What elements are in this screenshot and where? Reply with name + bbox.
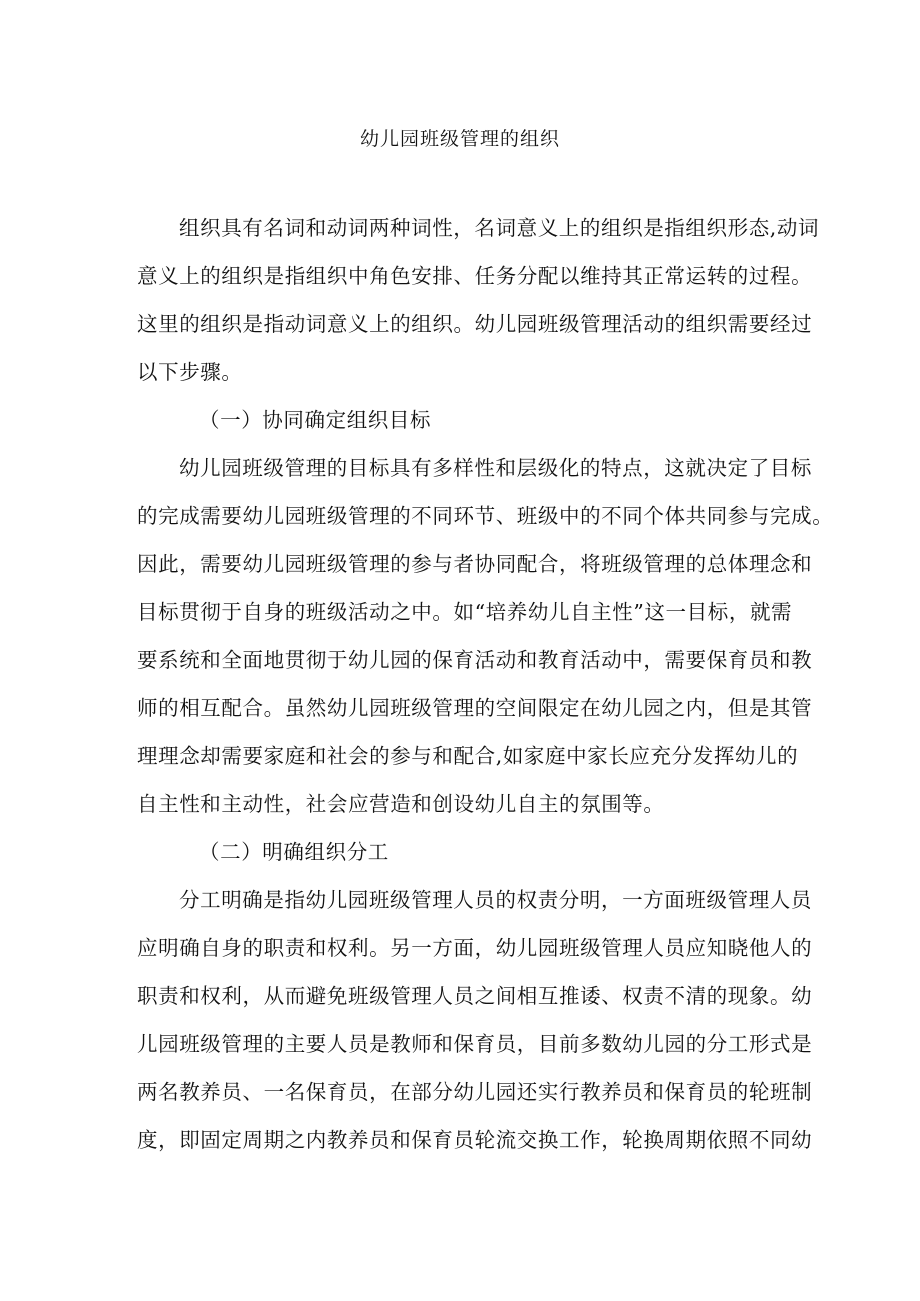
section-heading: （一）协同确定组织目标 bbox=[199, 408, 432, 432]
paragraph-line: 自主性和主动性，社会应营造和创设幼儿自主的氛围等。 bbox=[137, 792, 665, 816]
paragraph-line: 应明确自身的职责和权利。另一方面，幼儿园班级管理人员应知晓他人的 bbox=[137, 936, 813, 960]
paragraph-line: 因此，需要幼儿园班级管理的参与者协同配合，将班级管理的总体理念和 bbox=[137, 552, 813, 576]
paragraph-line: 要系统和全面地贯彻于幼儿园的保育活动和教育活动中，需要保育员和教 bbox=[137, 648, 813, 672]
paragraph-line: 儿园班级管理的主要人员是教师和保育员，目前多数幼儿园的分工形式是 bbox=[137, 1032, 813, 1056]
paragraph-line: 的完成需要幼儿园班级管理的不同环节、班级中的不同个体共同参与完成。 bbox=[137, 504, 834, 528]
paragraph-line: 意义上的组织是指组织中角色安排、任务分配以维持其正常运转的过程。 bbox=[137, 264, 813, 288]
paragraph-first-line: 分工明确是指幼儿园班级管理人员的权责分明，一方面班级管理人员 bbox=[179, 888, 812, 912]
section-heading: （二）明确组织分工 bbox=[199, 840, 389, 864]
paragraph-line: 理理念却需要家庭和社会的参与和配合,如家庭中家长应充分发挥幼儿的 bbox=[137, 744, 799, 768]
paragraph-line: 师的相互配合。虽然幼儿园班级管理的空间限定在幼儿园之内，但是其管 bbox=[137, 696, 813, 720]
paragraph-line: 两名教养员、一名保育员，在部分幼儿园还实行教养员和保育员的轮班制 bbox=[137, 1080, 813, 1104]
paragraph-line: 职责和权利，从而避免班级管理人员之间相互推诿、权责不清的现象。幼 bbox=[137, 984, 813, 1008]
document-title: 幼儿园班级管理的组织 bbox=[359, 128, 560, 150]
paragraph-line: 以下步骤。 bbox=[137, 360, 243, 384]
paragraph-first-line: 幼儿园班级管理的目标具有多样性和层级化的特点，这就决定了目标 bbox=[179, 456, 812, 480]
paragraph-line: 这里的组织是指动词意义上的组织。幼儿园班级管理活动的组织需要经过 bbox=[137, 312, 813, 336]
paragraph-line: 目标贯彻于自身的班级活动之中。如“培养幼儿自主性”这一目标，就需 bbox=[137, 600, 793, 624]
document-body bbox=[137, 210, 834, 1170]
paragraph-line: 度，即固定周期之内教养员和保育员轮流交换工作，轮换周期依照不同幼 bbox=[137, 1128, 813, 1152]
paragraph-first-line: 组织具有名词和动词两种词性，名词意义上的组织是指组织形态,动词 bbox=[179, 216, 820, 240]
